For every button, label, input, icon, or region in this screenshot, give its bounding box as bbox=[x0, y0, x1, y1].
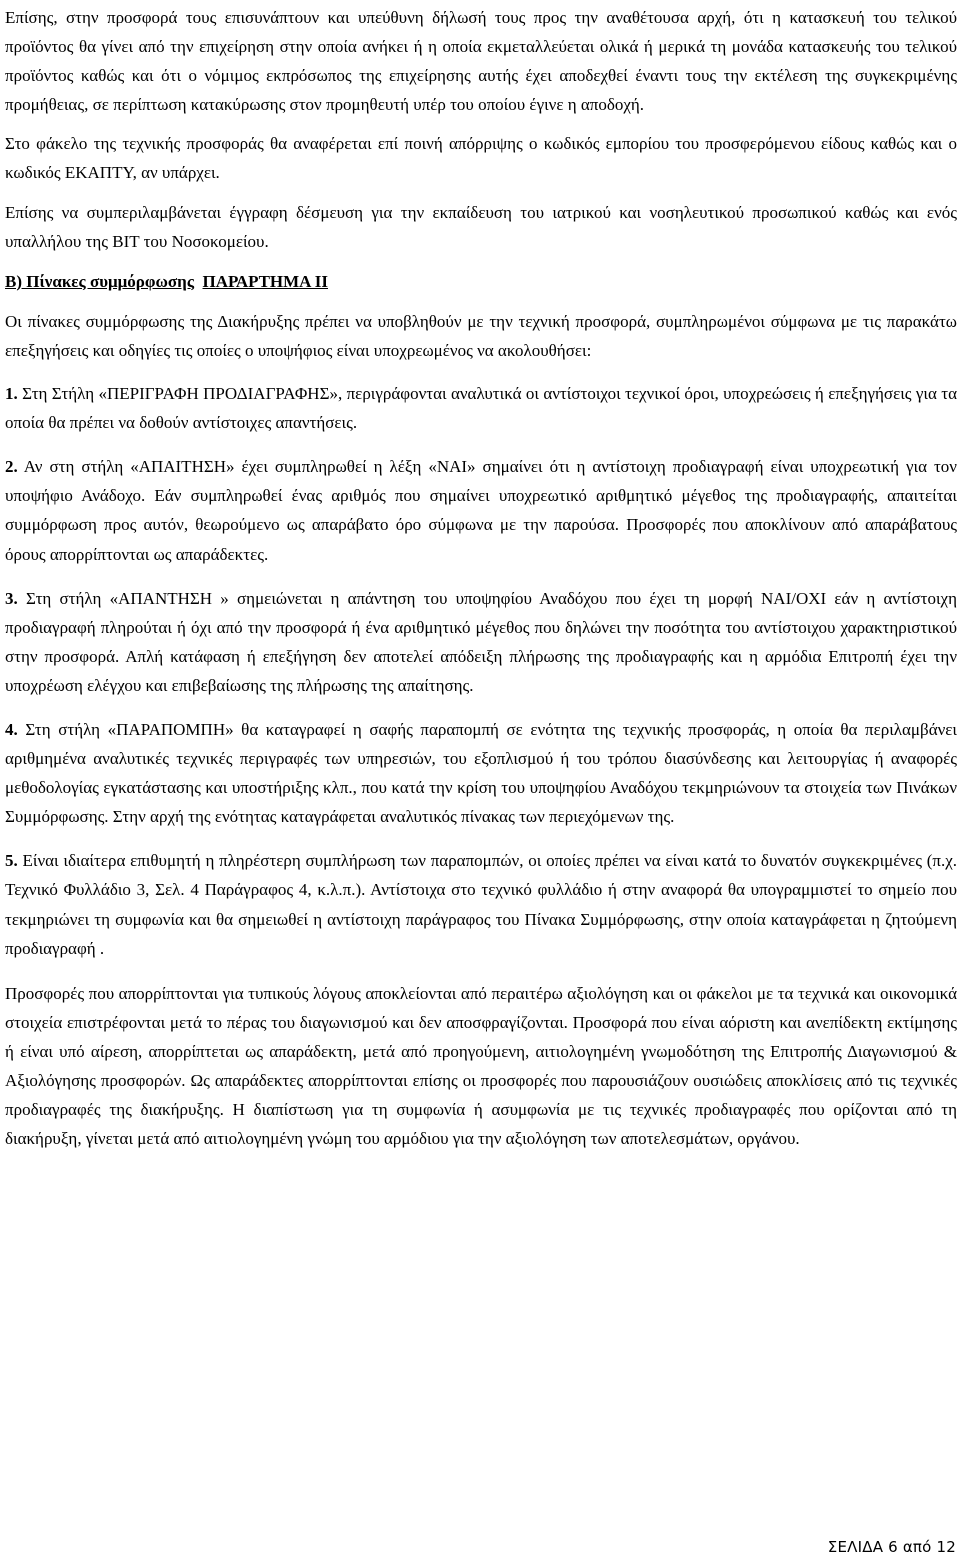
list-item bbox=[5, 584, 957, 700]
section-heading bbox=[5, 267, 957, 296]
list-item bbox=[5, 846, 957, 962]
list-item-number: 4. bbox=[5, 719, 18, 739]
paragraph-compliance-intro: Οι πίνακες συμμόρφωσης της Διακήρυξης πρέπει να υποβληθούν με την τεχνική προσφορά, συμπληρωμένοι σύμφωνα με τις παρακάτω επεξηγήσεις και οδηγίες τις οποίες ο υποψήφιος είναι υποχρεωμένος να ακολουθήσει: bbox=[5, 311, 957, 360]
list-item bbox=[5, 452, 957, 568]
list-item-number: 5. bbox=[5, 851, 18, 871]
list-item-number: 1. bbox=[5, 384, 18, 404]
list-item-number: 3. bbox=[5, 588, 18, 608]
paragraph-product-code: Στο φάκελο της τεχνικής προσφοράς θα αναφέρεται επί ποινή απόρριψης ο κωδικός εμπορίου του προσφερόμενου είδους καθώς και ο κωδικός ΕΚΑΠΤΥ, αν υπάρχει. bbox=[5, 134, 957, 183]
list-item-number: 2. bbox=[5, 457, 18, 477]
list-item bbox=[5, 715, 957, 831]
list-item-text: Στη στήλη «ΠΑΡΑΠΟΜΠΗ» θα καταγραφεί η σαφής παραπομπή σε ενότητα της τεχνικής προσφοράς, η οποία θα περιλαμβάνει αριθμημένα αναλυτικές τεχνικές περιγραφές των υπηρεσιών, του εξοπλισμού ή του τρόπου διασύνδεσης και λειτουργίας ή αναφορές μεθοδολογίας εγκατάστασης και υποστήριξης κλπ., που κατά την κρίση του υποψηφίου Αναδόχου τεκμηριώνουν τα στοιχεία των Πινάκων Συμμόρφωσης. Στην αρχή της ενότητας καταγράφεται αναλυτικός πίνακας των περιεχόμενων της. bbox=[5, 719, 957, 827]
list-item-text: Αν στη στήλη «ΑΠΑΙΤΗΣΗ» έχει συμπληρωθεί η λέξη «ΝΑΙ» σημαίνει ότι η αντίστοιχη προδιαγραφή είναι υποχρεωτική για τον υποψήφιο Ανάδοχο. Εάν συμπληρωθεί ένας αριθμός που σημαίνει υποχρεωτικό αριθμητικό μέγεθος της προδιαγραφής, απαιτείται συμμόρφωση προς αυτόν, θεωρούμενο ως απαράβατο όρο σύμφωνα με την παρούσα. Προσφορές που αποκλίνουν από απαράβατους όρους απορρίπτονται ως απαράδεκτες. bbox=[5, 457, 957, 564]
list-item-text: Στη Στήλη «ΠΕΡΙΓΡΑΦΗ ΠΡΟΔΙΑΓΡΑΦΗΣ», περιγράφονται αναλυτικά οι αντίστοιχοι τεχνικοί όροι, υποχρεώσεις ή επεξηγήσεις για τα οποία θα πρέπει να δοθούν αντίστοιχες απαντήσεις. bbox=[5, 384, 957, 433]
paragraph-declaration: Επίσης, στην προσφορά τους επισυνάπτουν και υπεύθυνη δήλωσή τους προς την αναθέτουσα αρχή, ότι η κατασκευή του τελικού προϊόντος θα γίνει από την επιχείρηση στην οποία ανήκει ή η οποία εκμεταλλεύεται ολικά ή μερικά τη μονάδα κατασκευής του τελικού προϊόντος καθώς και ότι ο νόμιμος εκπρόσωπος της επιχείρησης αυτής έχει αποδεχθεί έναντι τους την εκτέλεση της συγκεκριμένης προμήθειας, σε περίπτωση κατακύρωσης στον προμηθευτή υπέρ του οποίου έγινε η αποδοχή. bbox=[5, 8, 957, 115]
list-item-text: Είναι ιδιαίτερα επιθυμητή η πληρέστερη συμπλήρωση των παραπομπών, οι οποίες πρέπει να είναι κατά το δυνατόν συγκεκριμένες (π.χ. Τεχνικό Φυλλάδιο 3, Σελ. 4 Παράγραφος 4, κ.λ.π.). Αντίστοιχα στο τεχνικό φυλλάδιο ή στην αναφορά θα υπογραμμιστεί το σημείο που τεκμηριώνει τη συμφωνία και θα σημειωθεί η αντίστοιχη παράγραφος του Πίνακα Συμμόρφωσης, στην οποία καταγράφεται η ζητούμενη προδιαγραφή . bbox=[5, 851, 957, 958]
section-heading-annex: ΠΑΡΑΡΤΗΜΑ ΙΙ bbox=[202, 271, 328, 291]
list-item bbox=[5, 379, 957, 437]
paragraph-rejection: Προσφορές που απορρίπτονται για τυπικούς λόγους αποκλείονται από περαιτέρω αξιολόγηση και οι φάκελοι με τα τεχνικά και οικονομικά στοιχεία επιστρέφονται μετά το πέρας του διαγωνισμού και δεν αποσφραγίζονται. Προσφορά που είναι αόριστη και ανεπίδεκτη εκτίμησης ή είναι υπό αίρεση, απορρίπτεται ως απαράδεκτη, μετά από προηγούμενη, αιτιολογημένη γνωμοδότηση της Επιτροπής Διαγωνισμού & Αξιολόγησης προσφορών. Ως απαράδεκτες απορρίπτονται επίσης οι προσφορές που παρουσιάζουν ουσιώδεις αποκλίσεις από τις τεχνικές προδιαγραφές της διακήρυξης. Η διαπίστωση για τη συμφωνία ή ασυμφωνία με τις τεχνικές προδιαγραφές που ορίζονται από τη διακήρυξη, γίνεται μετά από αιτιολογημένη γνώμη του αρμόδιου για την αξιολόγηση των αποτελεσμάτων, οργάνου. bbox=[5, 983, 957, 1149]
document-page bbox=[5, 0, 957, 1153]
section-heading-title: Β) Πίνακες συμμόρφωσης bbox=[5, 271, 195, 291]
page-number: ΣΕΛΙΔΑ 6 από 12 bbox=[827, 1538, 956, 1556]
list-item-text: Στη στήλη «ΑΠΑΝΤΗΣΗ » σημειώνεται η απάντηση του υποψηφίου Αναδόχου που έχει τη μορφή ΝΑΙ/ΟΧΙ εάν η αντίστοιχη προδιαγραφή πληρούται ή όχι από την προσφορά ή ένα αριθμητικό μέγεθος που δηλώνει την ποσότητα του αντίστοιχου χαρακτηριστικού στην προσφορά. Απλή κατάφαση ή επεξήγηση δεν αποτελεί απόδειξη πλήρωσης της προδιαγραφής και η αρμόδια Επιτροπή έχει την υποχρέωση ελέγχου και επιβεβαίωσης της πλήρωσης της απαίτησης. bbox=[5, 588, 957, 695]
paragraph-training: Επίσης να συμπεριλαμβάνεται έγγραφη δέσμευση για την εκπαίδευση του ιατρικού και νοσηλευτικού προσωπικού καθώς και ενός υπαλλήλου της ΒΙΤ του Νοσοκομείου. bbox=[5, 202, 957, 251]
